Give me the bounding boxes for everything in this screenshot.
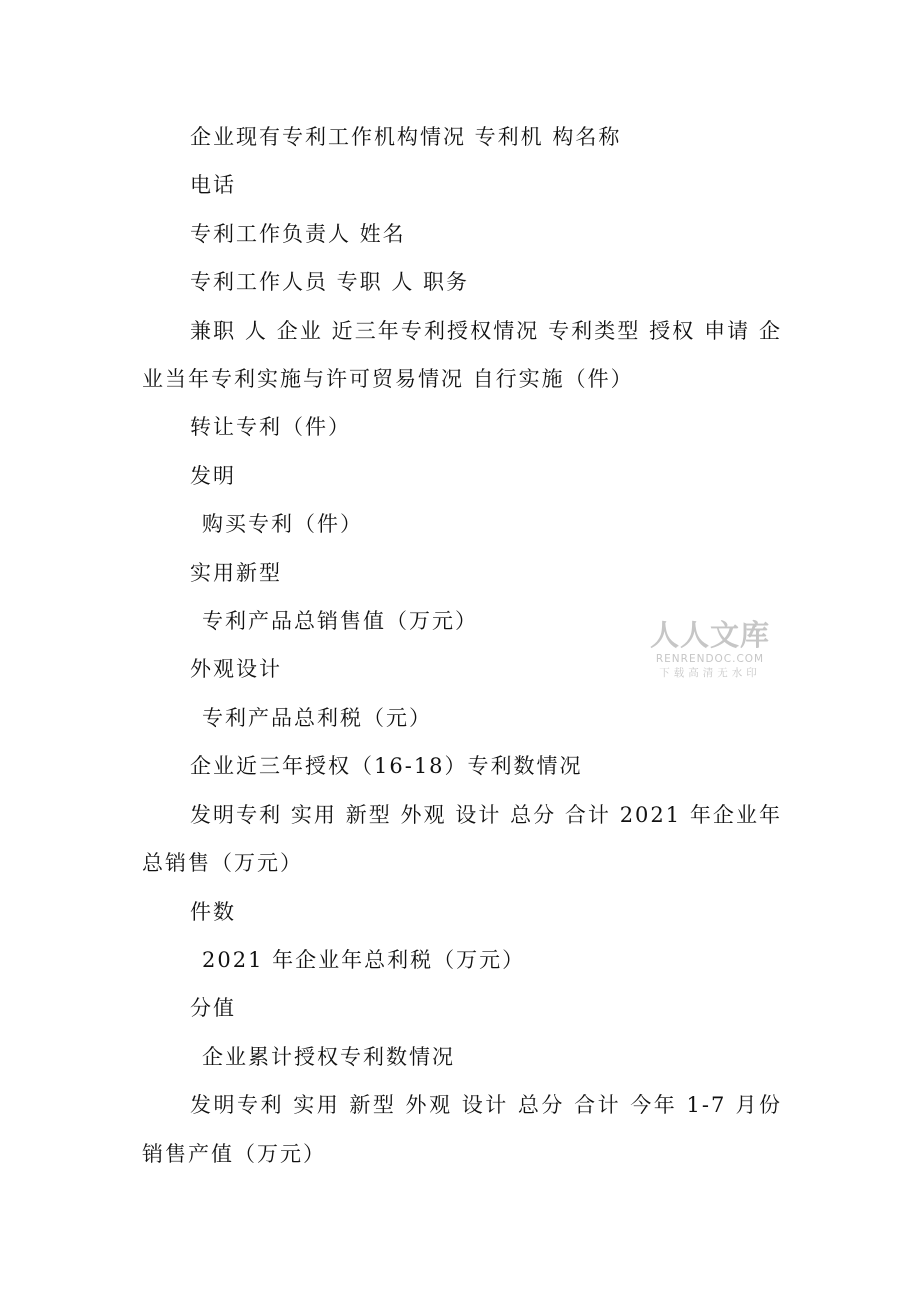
paragraph: 转让专利（件） bbox=[190, 415, 351, 440]
paragraph: 外观设计 bbox=[190, 657, 282, 682]
watermark-title: 人人文库 bbox=[649, 618, 770, 652]
watermark-domain: RENRENDOC.COM bbox=[655, 653, 765, 665]
watermark-logo bbox=[646, 618, 774, 680]
paragraph: 兼职 人 企业 近三年专利授权情况 专利类型 授权 申请 企业当年专利实施与许可贸易情况 自行实施（件） bbox=[142, 318, 782, 392]
paragraph: 专利产品总利税（元） bbox=[202, 705, 432, 730]
paragraph: 专利工作人员 专职 人 职务 bbox=[190, 270, 470, 295]
paragraph: 企业现有专利工作机构情况 专利机 构名称 bbox=[190, 125, 622, 149]
watermark-slogan: 下载高清无水印 bbox=[659, 667, 761, 679]
paragraph: 企业累计授权专利数情况 bbox=[202, 1044, 455, 1069]
paragraph: 专利产品总销售值（万元） bbox=[202, 609, 478, 634]
paragraph: 实用新型 bbox=[190, 560, 282, 585]
paragraph: 2021 年企业年总利税（万元） bbox=[202, 947, 526, 972]
paragraph: 发明 bbox=[190, 463, 236, 488]
paragraph: 分值 bbox=[190, 996, 236, 1021]
paragraph: 电话 bbox=[190, 173, 236, 198]
paragraph: 企业近三年授权（16-18）专利数情况 bbox=[190, 754, 583, 779]
paragraph: 发明专利 实用 新型 外观 设计 总分 合计 2021 年企业年总销售（万元） bbox=[142, 802, 782, 876]
paragraph: 专利工作负责人 姓名 bbox=[190, 221, 406, 246]
paragraph: 件数 bbox=[190, 899, 236, 924]
paragraph: 购买专利（件） bbox=[202, 512, 363, 537]
paragraph: 发明专利 实用 新型 外观 设计 总分 合计 今年 1-7 月份销售产值（万元） bbox=[142, 1093, 782, 1166]
